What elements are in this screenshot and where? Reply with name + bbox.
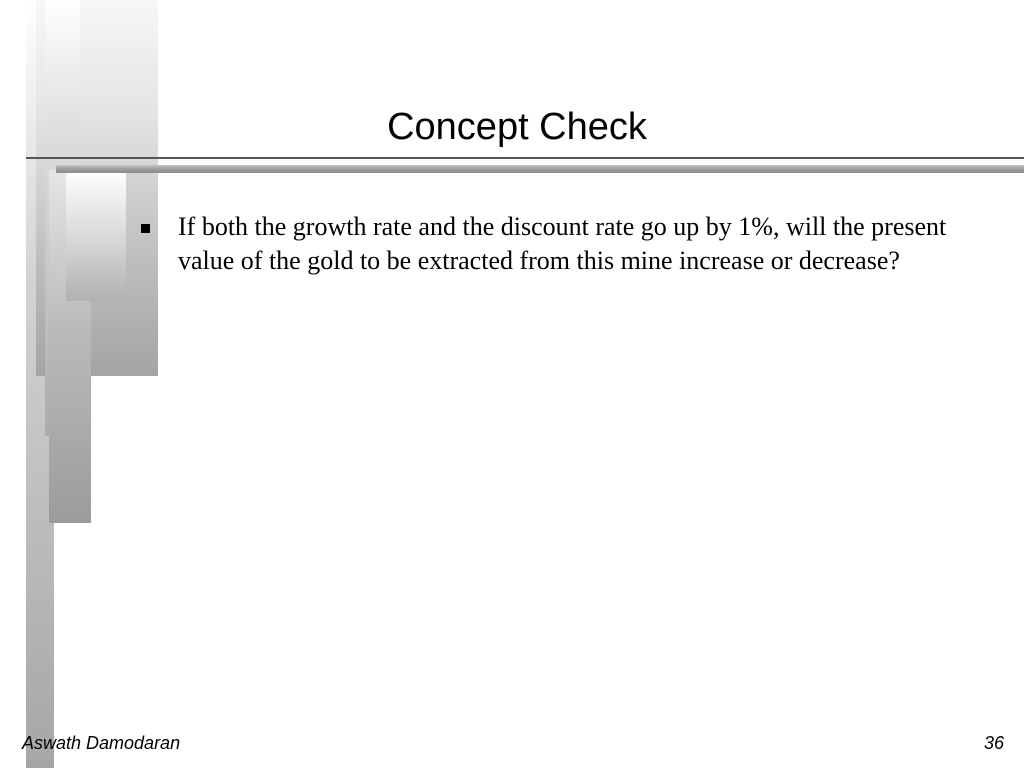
page-number: 36 bbox=[983, 733, 1004, 753]
footer-author: Aswath Damodaran bbox=[22, 733, 181, 753]
slide-title: Concept Check bbox=[387, 106, 647, 148]
title-divider-bar bbox=[56, 165, 1024, 173]
title-divider bbox=[26, 157, 1024, 159]
bullet-text: If both the growth rate and the discount rate go up by 1%, will the present value of the gold to be extracted from this mine increase or decrease? bbox=[178, 212, 947, 275]
decorative-bar bbox=[66, 170, 126, 301]
bullet-item bbox=[138, 210, 968, 278]
bullet-list bbox=[138, 210, 968, 278]
square-bullet-icon bbox=[141, 224, 150, 233]
